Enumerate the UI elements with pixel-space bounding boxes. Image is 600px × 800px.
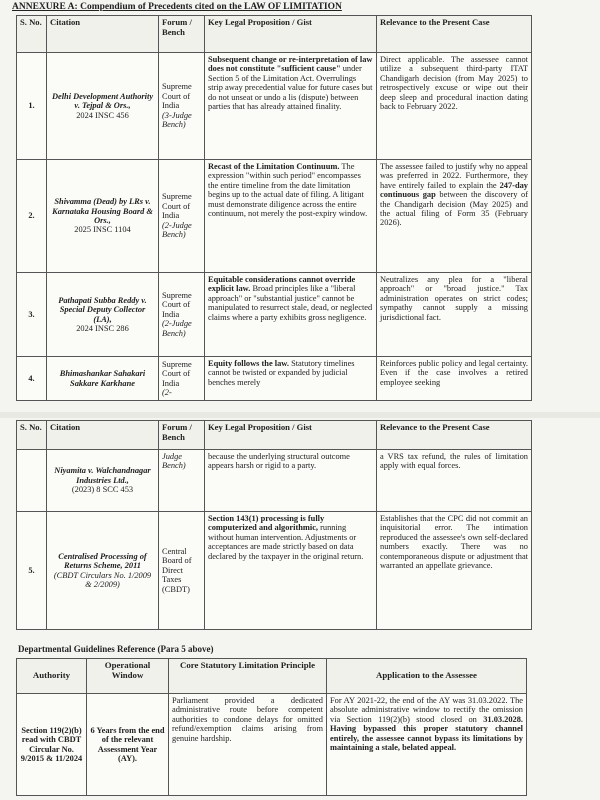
key-proposition bbox=[205, 273, 377, 357]
row-number-empty bbox=[17, 450, 47, 512]
citation bbox=[47, 512, 159, 630]
citation-name: Niyamita v. Walchandnagar Industries Ltd., bbox=[54, 466, 151, 485]
forum-name: Supreme Court of India bbox=[162, 192, 192, 221]
header-key: Key Legal Proposition / Gist bbox=[205, 421, 377, 450]
citation-ref: 2025 INSC 1104 bbox=[74, 225, 131, 235]
forum bbox=[159, 53, 205, 160]
relevance: Neutralizes any plea for a "liberal approach" or "broad justice." Tax administration operates on strict codes; sympathy cannot supply a missing jurisdictional fact. bbox=[377, 273, 532, 357]
table-row bbox=[17, 273, 532, 357]
guidelines-heading: Departmental Guidelines Reference (Para 5 above) bbox=[18, 644, 214, 654]
row-number: 3. bbox=[17, 273, 47, 357]
citation-name: Pathapati Subba Reddy v. Special Deputy Collector (LA), bbox=[58, 295, 147, 324]
key-lead: Subsequent change or re-interpretation of law does not constitute "sufficient cause" bbox=[208, 55, 373, 74]
citation-name: Delhi Development Authority v. Tejpal & Ors., bbox=[51, 91, 154, 111]
header-principle: Core Statutory Limitation Principle bbox=[169, 659, 327, 694]
header-relevance: Relevance to the Present Case bbox=[377, 421, 532, 450]
header-relevance: Relevance to the Present Case bbox=[377, 16, 532, 53]
header-application: Application to the Assessee bbox=[327, 659, 527, 694]
operational-window: 6 Years from the end of the relevant Assessment Year (AY). bbox=[87, 694, 169, 796]
header-forum: Forum / Bench bbox=[159, 421, 205, 450]
relevance: Establishes that the CPC did not commit an inquisitorial error. The intimation reproduced the assessee's own self-declared numbers exactly. There was no contemporaneous dispute or adjustment that warranted an appellate grievance. bbox=[377, 512, 532, 630]
key-rest: Statutory timelines cannot be twisted or expanded by judicial benches merely bbox=[208, 359, 355, 387]
key-proposition bbox=[205, 512, 377, 630]
page-break bbox=[0, 412, 600, 418]
citation-ref: 2024 INSC 286 bbox=[76, 323, 129, 333]
citation-ref: (CBDT Circulars No. 1/2009 & 2/2009) bbox=[53, 570, 152, 589]
precedents-table bbox=[16, 15, 532, 401]
row-number: 5. bbox=[17, 512, 47, 630]
header-window: Operational Window bbox=[87, 659, 169, 694]
header-citation: Citation bbox=[47, 421, 159, 450]
header-citation: Citation bbox=[47, 16, 159, 53]
forum bbox=[159, 450, 205, 512]
relevance bbox=[377, 160, 532, 273]
forum bbox=[159, 273, 205, 357]
bench: (2-Judge Bench) bbox=[162, 319, 192, 338]
annexure-title: ANNEXURE A: Compendium of Precedents cited on the LAW OF LIMITATION bbox=[12, 2, 342, 12]
header-no: S. No. bbox=[17, 16, 47, 53]
citation bbox=[47, 160, 159, 273]
row-number: 2. bbox=[17, 160, 47, 273]
forum-name: Supreme Court of India bbox=[162, 359, 192, 388]
key-rest: under Section 5 of the Limitation Act. Overrulings strip away precedential value for future cases but do not unseat or undo a lis (dispute) between parties that has already attained finality. bbox=[208, 64, 373, 112]
citation-name: Bhimashankar Sahakari Sakkare Karkhane bbox=[59, 369, 146, 388]
header-key: Key Legal Proposition / Gist bbox=[205, 16, 377, 53]
application-date: 31.03.2028. bbox=[483, 714, 523, 724]
row-number: 4. bbox=[17, 357, 47, 401]
citation bbox=[47, 273, 159, 357]
application bbox=[327, 694, 527, 796]
table-header-row bbox=[17, 421, 532, 450]
principle: Parliament provided a dedicated administrative route before competent authorities to condone delays for omitted refund/exemption claims arising from genuine hardship. bbox=[169, 694, 327, 796]
citation-ref: (2023) 8 SCC 453 bbox=[71, 485, 134, 495]
bench: (3-Judge Bench) bbox=[162, 110, 192, 130]
forum bbox=[159, 160, 205, 273]
key-proposition bbox=[205, 160, 377, 273]
forum bbox=[159, 357, 205, 401]
key-proposition bbox=[205, 357, 377, 401]
relevance: a VRS tax refund, the rules of limitation apply with equal forces. bbox=[377, 450, 532, 512]
guidelines-table bbox=[16, 658, 527, 796]
citation-name: Shivamma (Dead) by LRs v. Karnataka Housing Board & Ors., bbox=[52, 197, 153, 225]
citation bbox=[47, 450, 159, 512]
table-row bbox=[17, 512, 532, 630]
bench: (2-Judge Bench) bbox=[162, 220, 192, 240]
citation-ref: 2024 INSC 456 bbox=[76, 110, 129, 120]
citation bbox=[47, 53, 159, 160]
key-proposition: because the underlying structural outcome appears harsh or rigid to a party. bbox=[205, 450, 377, 512]
key-lead: Equitable considerations cannot override explicit law. bbox=[208, 275, 356, 294]
bench: (2- bbox=[162, 387, 172, 397]
key-lead: Section 143(1) processing is fully computerized and algorithmic, bbox=[208, 514, 325, 533]
header-no: S. No. bbox=[17, 421, 47, 450]
relevance-gap: 247-day continuous gap bbox=[380, 180, 528, 200]
application-conclusion: Having bypassed this proper statutory channel entirely, the assessee cannot bypass its limitations by maintaining a stale, belated appeal. bbox=[330, 724, 523, 753]
authority: Section 119(2)(b) read with CBDT Circular No. 9/2015 & 11/2024 bbox=[17, 694, 87, 796]
relevance-post: between the discovery of the Chandigarh decision (May 2025) and the actual filing of Form 35 (February 2026). bbox=[380, 190, 529, 228]
table-header-row bbox=[17, 16, 532, 53]
relevance: Direct applicable. The assessee cannot utilize a subsequent third-party ITAT Chandigarh decision (from May 2025) to retrospectively excuse or wipe out their deep sleep and procedural inaction dating back to February 2022. bbox=[377, 53, 532, 160]
citation-name: Centralised Processing of Returns Scheme, 2011 bbox=[58, 551, 147, 571]
key-rest: The expression "within such period" encompasses the entire timeline from the date limitation begins up to the actual date of filing. A litigant must demonstrate diligence across the entire continuum, not merely the post-expiry window. bbox=[208, 162, 368, 219]
table-row bbox=[17, 53, 532, 160]
citation bbox=[47, 357, 159, 401]
key-rest: running without human intervention. Adjustments or acceptances are made strictly based on data declared by the taxpayer in the original return. bbox=[208, 523, 364, 561]
key-lead: Recast of the Limitation Continuum. bbox=[208, 162, 340, 171]
forum-name: Supreme Court of India bbox=[162, 82, 192, 111]
relevance: Reinforces public policy and legal certainty. Even if the case involves a retired employee seeking bbox=[377, 357, 532, 401]
application-a: For AY 2021-22, the end of the AY was 31.03.2022. The absolute administrative window to rectify the omission via Section 119(2)(b) stood closed on bbox=[330, 696, 523, 724]
header-forum: Forum / Bench bbox=[159, 16, 205, 53]
table-header-row bbox=[17, 659, 527, 694]
key-lead: Equity follows the law. bbox=[208, 359, 289, 368]
header-authority: Authority bbox=[17, 659, 87, 694]
bench: Judge Bench) bbox=[162, 452, 186, 471]
forum-name: Supreme Court of India bbox=[162, 290, 192, 319]
row-number: 1. bbox=[17, 53, 47, 160]
table-row bbox=[17, 450, 532, 512]
table-row bbox=[17, 357, 532, 401]
key-rest: Broad principles like a "liberal approach" or "substantial justice" cannot be manipulated to resurrect stale, dead, or neglected claims where a party exhibits gross negligence. bbox=[208, 284, 373, 322]
precedents-table-continued bbox=[16, 420, 532, 630]
table-row bbox=[17, 160, 532, 273]
relevance-pre: The assessee failed to justify why no appeal was preferred in 2022. Furthermore, they have entirely failed to explain the bbox=[380, 162, 528, 190]
table-row bbox=[17, 694, 527, 796]
forum: Central Board of Direct Taxes (CBDT) bbox=[159, 512, 205, 630]
key-proposition bbox=[205, 53, 377, 160]
